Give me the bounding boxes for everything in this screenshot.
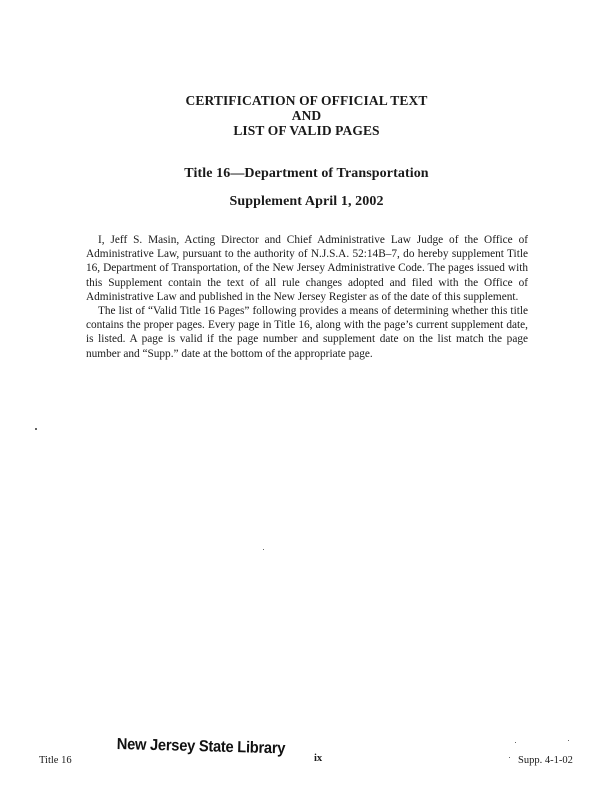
certification-paragraph: I, Jeff S. Masin, Acting Director and Chief Administrative Law Judge of the Office of Administrative Law, pursuant to the authority of N.J.S.A. 52:14B–7, do hereby supplement Title 16, Department of Transportation, of the New Jersey Administrative Code. The pages issued with this Supplement contain the text of all rule changes adopted and filed with the Office of Administrative Law and published in the New Jersey Register as of the date of this supplement. [86,234,528,303]
scan-speck [35,428,37,430]
scan-speck [568,740,569,741]
certification-heading-line-2: AND [291,108,322,123]
scan-speck [509,757,510,758]
footer-supplement-label: Supp. 4-1-02 [518,755,573,766]
footer-page-number: ix [314,753,323,764]
scan-speck [515,742,516,743]
valid-pages-paragraph: The list of “Valid Title 16 Pages” following provides a means of determining whether this title contains the proper pages. Every page in Title 16, along with the page’s current supplement date, is listed. A page is valid if the page number and supplement date on the list match the page number and “Supp.” date at the bottom of the appropriate page. [86,305,528,360]
supplement-date-heading: Supplement April 1, 2002 [229,194,384,209]
library-stamp: New Jersey State Library [116,736,286,758]
certification-heading-line-3: LIST OF VALID PAGES [233,123,380,138]
footer-title-label: Title 16 [39,755,72,766]
scan-speck [263,549,264,550]
title-heading: Title 16—Department of Transportation [184,166,429,181]
certification-heading-line-1: CERTIFICATION OF OFFICIAL TEXT [185,93,428,108]
